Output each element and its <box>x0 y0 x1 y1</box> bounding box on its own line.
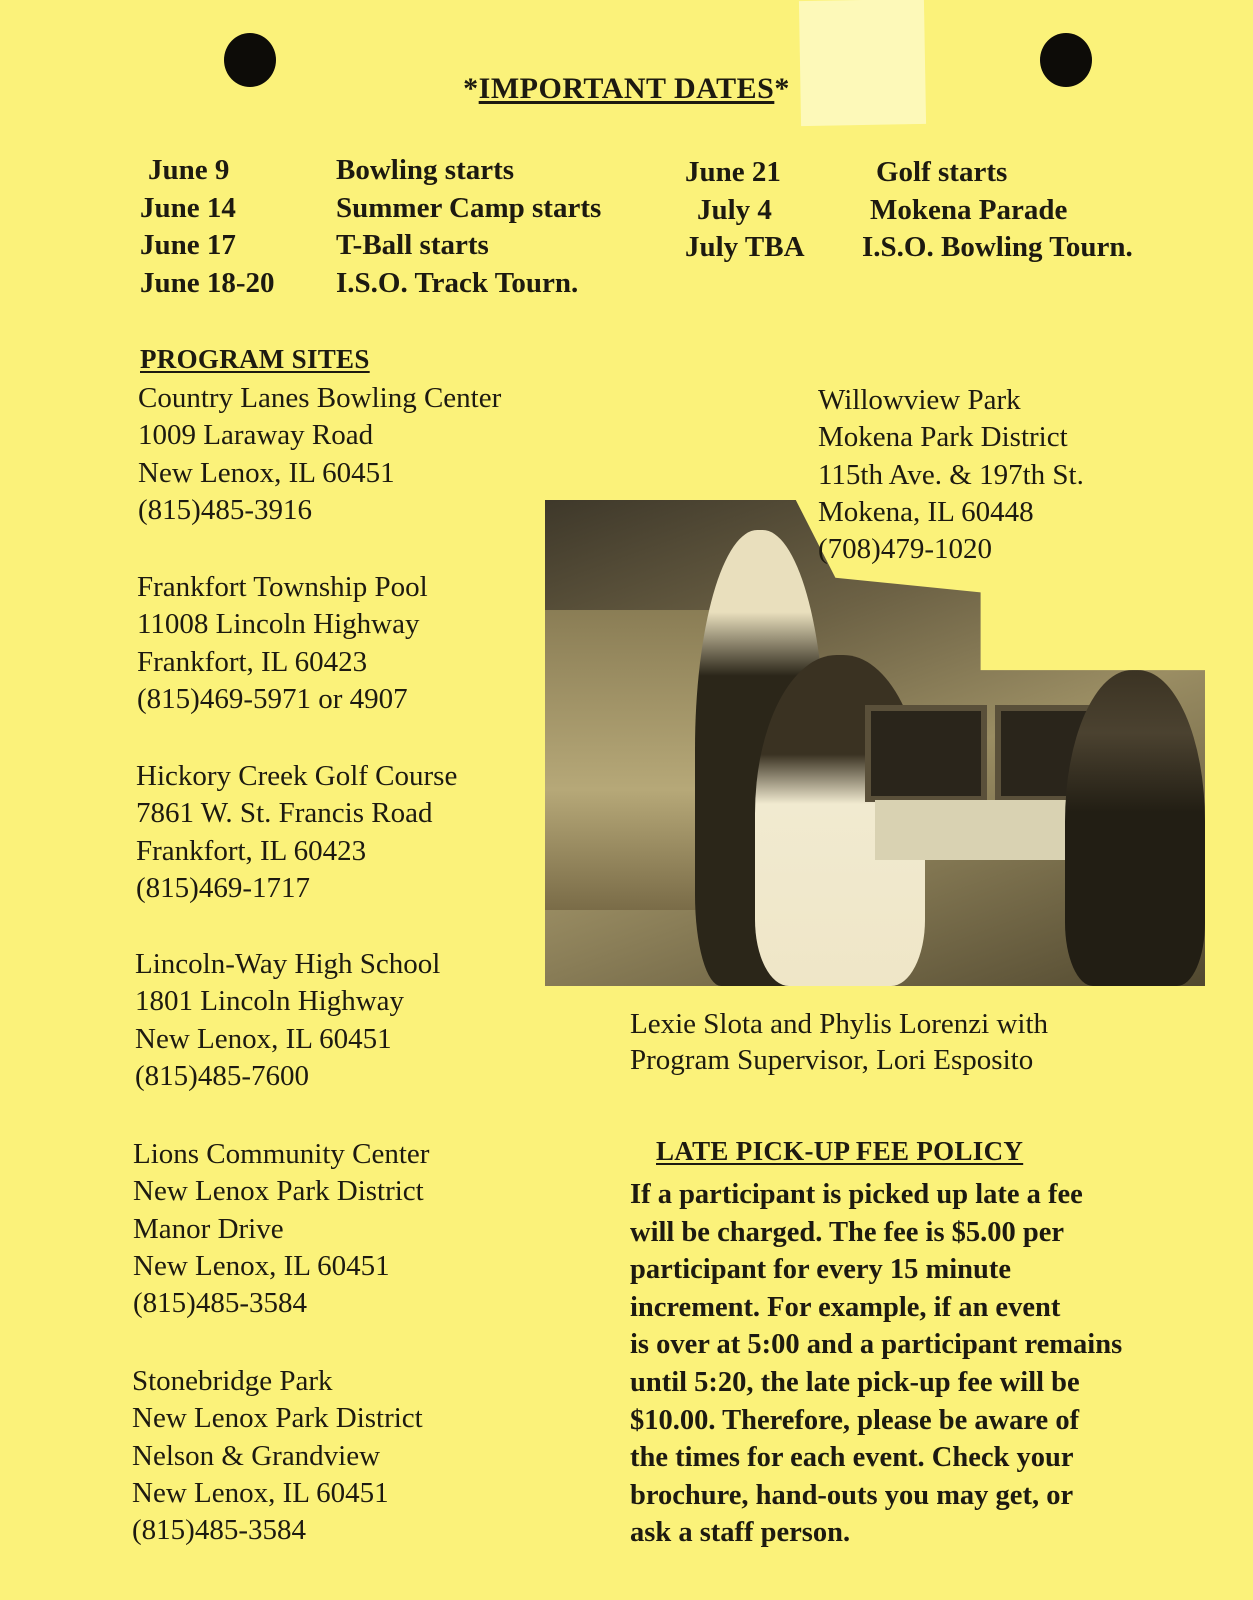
policy-line: is over at 5:00 and a participant remains <box>630 1329 1123 1361</box>
policy-line: participant for every 15 minute <box>630 1254 1011 1286</box>
photo-caption <box>630 1006 1048 1078</box>
site-line: Mokena, IL 60448 <box>818 495 1034 528</box>
site-line: Frankfort, IL 60423 <box>137 645 368 678</box>
dates-right-events <box>862 154 1133 267</box>
site-line: Manor Drive <box>133 1212 284 1245</box>
bowling-photo <box>545 500 1205 986</box>
policy-line: If a participant is picked up late a fee <box>630 1179 1083 1210</box>
site-line: (815)469-5971 or 4907 <box>137 682 408 715</box>
policy-line: $10.00. Therefore, please be aware of <box>630 1404 1080 1436</box>
date-item: June 14 <box>140 191 236 224</box>
date-item: June 21 <box>685 156 781 188</box>
date-item: June 9 <box>148 154 230 186</box>
site-line: (815)485-7600 <box>135 1059 309 1092</box>
policy-line: will be charged. The fee is $5.00 per <box>630 1216 1065 1248</box>
site-line: New Lenox, IL 60451 <box>133 1249 390 1282</box>
policy-line: increment. For example, if an event <box>630 1291 1061 1323</box>
site-line: Willowview Park <box>818 384 1021 416</box>
photo-person-seated-right <box>1065 670 1205 986</box>
event-item: I.S.O. Bowling Tourn. <box>862 231 1133 263</box>
site-line: 7861 W. St. Francis Road <box>136 797 433 830</box>
site-willowview <box>818 382 1084 568</box>
date-item: July 4 <box>697 193 772 226</box>
event-item: Mokena Parade <box>870 193 1068 226</box>
date-item: June 18-20 <box>140 266 275 299</box>
site-line: Hickory Creek Golf Course <box>136 760 458 792</box>
site-line: Mokena Park District <box>818 421 1068 454</box>
policy-heading: LATE PICK-UP FEE POLICY <box>656 1136 1024 1166</box>
event-item: T-Ball starts <box>336 229 489 261</box>
caption-line: Program Supervisor, Lori Esposito <box>630 1044 1034 1076</box>
title-prefix: * <box>463 72 479 105</box>
site-line: New Lenox, IL 60451 <box>132 1476 389 1509</box>
policy-line: ask a staff person. <box>630 1517 851 1549</box>
site-line: (815)485-3916 <box>138 493 312 526</box>
program-sites-heading: PROGRAM SITES <box>140 344 370 374</box>
site-frankfort-pool <box>137 569 428 718</box>
date-item: July TBA <box>685 231 805 263</box>
site-line: Stonebridge Park <box>132 1365 333 1397</box>
site-line: 11008 Lincoln Highway <box>137 608 420 641</box>
date-item: June 17 <box>140 229 236 261</box>
event-item: I.S.O. Track Tourn. <box>336 266 579 299</box>
site-line: Lions Community Center <box>133 1138 430 1170</box>
site-line: (815)469-1717 <box>136 871 310 904</box>
dates-left-events <box>336 152 601 302</box>
policy-line: until 5:20, the late pick-up fee will be <box>630 1366 1080 1398</box>
site-line: 115th Ave. & 197th St. <box>818 458 1084 491</box>
policy-line: the times for each event. Check your <box>630 1442 1074 1474</box>
title-suffix: * <box>774 72 790 105</box>
site-hickory-creek <box>136 758 457 907</box>
site-line: 1801 Lincoln Highway <box>135 985 405 1018</box>
site-line: Frankfort, IL 60423 <box>136 834 367 867</box>
site-line: New Lenox Park District <box>133 1175 424 1208</box>
site-line: 1009 Laraway Road <box>138 419 374 452</box>
dates-left-dates <box>140 152 275 302</box>
title-text: IMPORTANT DATES <box>478 72 775 105</box>
event-item: Golf starts <box>876 156 1008 188</box>
site-line: New Lenox, IL 60451 <box>138 456 395 489</box>
site-line: (708)479-1020 <box>818 533 992 566</box>
site-lincoln-way <box>135 946 440 1095</box>
site-country-lanes <box>138 380 501 529</box>
site-line: (815)485-3584 <box>133 1287 307 1320</box>
site-line: Frankfort Township Pool <box>137 571 428 603</box>
policy-body <box>630 1176 1122 1552</box>
event-item: Summer Camp starts <box>336 191 602 224</box>
photo-monitor-left <box>865 705 987 802</box>
site-line: New Lenox, IL 60451 <box>135 1022 392 1055</box>
caption-line: Lexie Slota and Phylis Lorenzi with <box>630 1008 1049 1040</box>
tape-strip <box>799 0 926 126</box>
page-title <box>0 72 1253 106</box>
site-line: Nelson & Grandview <box>132 1439 381 1472</box>
site-line: New Lenox Park District <box>132 1402 423 1435</box>
site-stonebridge <box>132 1363 423 1549</box>
site-line: Country Lanes Bowling Center <box>138 382 502 414</box>
policy-line: brochure, hand-outs you may get, or <box>630 1479 1074 1511</box>
site-lions-community <box>133 1136 429 1322</box>
site-line: (815)485-3584 <box>132 1514 306 1547</box>
event-item: Bowling starts <box>336 154 515 186</box>
site-line: Lincoln-Way High School <box>135 948 441 980</box>
dates-right-dates <box>685 154 805 267</box>
